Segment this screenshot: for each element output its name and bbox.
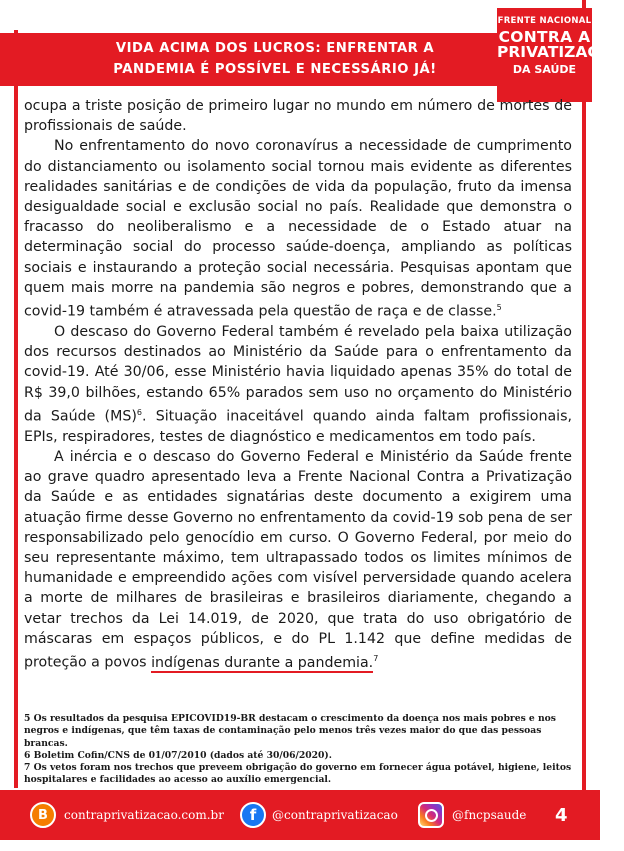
right-red-border <box>582 0 586 790</box>
left-red-border <box>14 30 18 788</box>
paragraph-4-end: indígenas durante a pandemia. <box>151 654 374 671</box>
paragraph-2 <box>24 136 572 322</box>
paragraph-3-end: . Situação inaceitável quando ainda faltam profissionais, EPIs, respiradores, testes de diagnóstico e medicamentos em todo país. <box>24 408 573 445</box>
page-number: 4 <box>555 804 568 826</box>
header-banner <box>0 33 520 86</box>
footnote-ref-6: 6 <box>136 407 142 417</box>
paragraph-4-text: A inércia e o descaso do Governo Federal e Ministério da Saúde frente ao grave quadro apresentado leva a Frente Nacional Contra a Privatização da Saúde e as entidades signatárias deste documento a exigirem uma atuação firme desse Governo no enfrentamento da covid-19 sob pena de ser responsabilizado pelo genocídio em curso. O Governo Federal, por meio do seu representante máximo, tem ultrapassado todos os limites mínimos de humanidade e empreendido ações com visível perversidade quando acelera a morte de milhares de brasileiras e brasileiros diariamente, chegando a vetar trechos da Lei 14.019, de 2020, que trata do uso obrigatório de máscaras em espaços públicos, e do PL 1.142 que define medidas de proteção a povos <box>24 448 572 671</box>
website-link[interactable] <box>30 790 224 840</box>
paragraph-2-text: No enfrentamento do novo coronavírus a necessidade de cumprimento do distanciamento ou isolamento social tornou mais evidente as diferentes realidades sanitárias e de condições de vida da população, fruto da imensa desigualdade social e exclusão social no país. Realidade que demonstra o fracasso do neoliberalismo e a necessidade de o Estado atuar na determinação social do processo saúde-doença, ampliando as políticas sociais e instaurando a proteção social necessária. Pesquisas apontam que quem mais morre na pandemia são negros e pobres, demonstrando que a covid-19 também é atravessada pela questão de raça e de classe. <box>24 138 572 320</box>
logo-line2: CONTRA A <box>498 27 591 46</box>
header-title-line2: PANDEMIA É POSSÍVEL E NECESSÁRIO JÁ! <box>113 62 437 77</box>
logo-line1: FRENTE NACIONAL <box>497 16 592 26</box>
facebook-icon: f <box>240 802 266 828</box>
facebook-link[interactable] <box>240 790 398 840</box>
header-title-line1: VIDA ACIMA DOS LUCROS: ENFRENTAR A <box>115 41 435 56</box>
footnote-5: 5 Os resultados da pesquisa EPICOVID19-BR destacam o crescimento da doença nos mais pobres e nos negros e indígenas, que têm taxas de contaminação pelo menos três vezes maior do que das pessoas brancas. <box>24 713 556 749</box>
footnote-ref-5: 5 <box>496 303 502 313</box>
frente-nacional-logo <box>497 8 624 102</box>
footnote-7: 7 Os vetos foram nos trechos que preveem obrigação do governo em fornecer água potável, higiene, leitos hospitalares e facilidades ao acesso ao auxílio emergencial. <box>24 762 572 786</box>
logo-line4: DA SAÚDE <box>512 62 577 76</box>
instagram-icon <box>418 802 444 828</box>
blogger-icon: B <box>30 802 56 828</box>
paragraph-3-text: O descaso do Governo Federal também é revelado pela baixa utilização dos recursos destinados ao Ministério da Saúde para o enfrentamento da covid-19. Até 30/06, esse Ministério havia liquidado apenas 35% do total de R$ 39,0 bilhões, estando 65% parados sem uso no orçamento do Ministério da Saúde (MS) <box>24 323 572 425</box>
instagram-handle: @fncpsaude <box>452 808 527 822</box>
footer-bar <box>0 790 600 840</box>
paragraph-1: ocupa a triste posição de primeiro lugar no mundo em número de mortes de profissionais de saúde. <box>24 98 572 135</box>
paragraph-4 <box>24 447 572 673</box>
footnote-6: 6 Boletim Cofin/CNS de 01/07/2010 (dados até 30/06/2020). <box>24 749 332 761</box>
footnote-ref-7: 7 <box>373 653 379 663</box>
instagram-link[interactable] <box>418 790 526 840</box>
footnotes <box>24 713 584 787</box>
article-body <box>24 96 572 673</box>
logo-line3: PRIVATIZAÇÃO <box>497 43 624 61</box>
facebook-handle: @contraprivatizacao <box>272 808 398 822</box>
paragraph-3 <box>24 322 572 447</box>
website-text: contraprivatizacao.com.br <box>64 808 224 822</box>
